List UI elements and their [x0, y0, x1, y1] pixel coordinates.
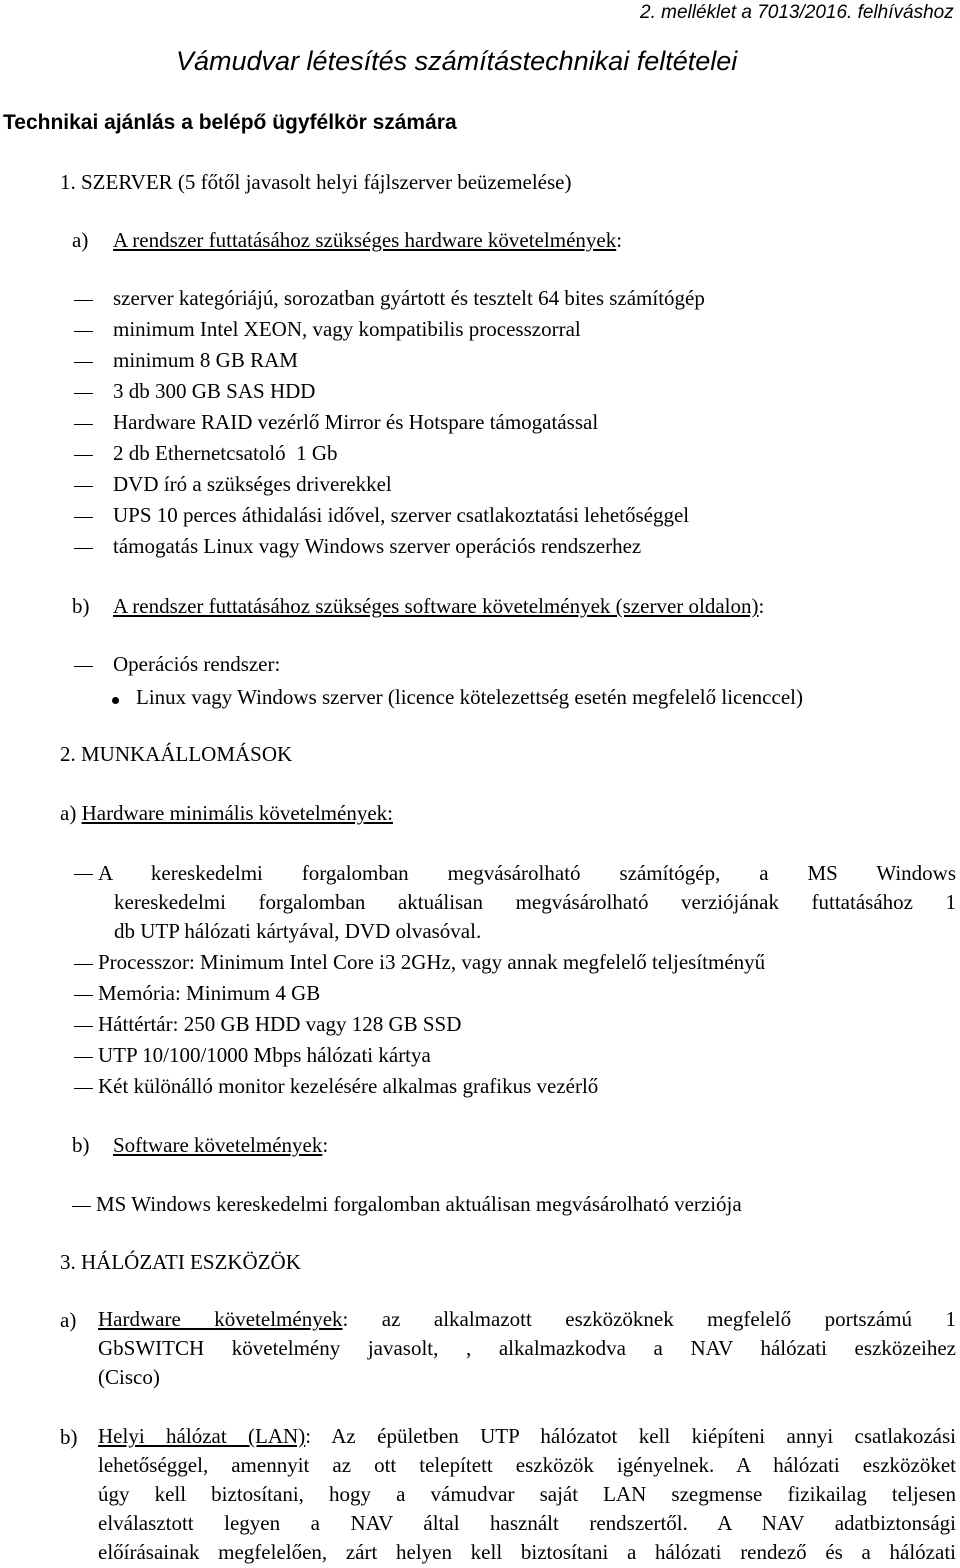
server-sw-colon: : — [758, 594, 765, 618]
section-network-heading: 3. HÁLÓZATI ESZKÖZÖK — [60, 1250, 301, 1274]
dash-icon — [74, 517, 93, 518]
dash-icon — [74, 393, 93, 394]
paragraph-line — [98, 1422, 956, 1451]
ws-sw-marker: b) — [72, 1133, 90, 1157]
net-hw-label: Hardware követelmények — [98, 1307, 343, 1331]
server-sw-label: A rendszer futtatásához szükséges software követelmények (szerver oldalon) — [113, 594, 759, 618]
server-hw-heading — [113, 228, 622, 253]
annex-reference: 2. melléklet a 7013/2016. felhíváshoz — [640, 2, 954, 23]
ws-hw-first-item — [98, 859, 956, 946]
paragraph-line — [98, 1305, 956, 1334]
ws-sw-label: Software követelmények — [113, 1133, 323, 1157]
dash-icon — [74, 1088, 93, 1089]
net-hw-marker: a) — [60, 1308, 77, 1332]
list-item: UPS 10 perces áthidalási idővel, szerver csatlakoztatási lehetőséggel — [113, 503, 690, 527]
list-item: Memória: Minimum 4 GB — [98, 981, 321, 1005]
paragraph-line: (Cisco) — [98, 1365, 160, 1389]
paragraph-line: A kereskedelmi forgalomban megvásárolható számítógép, a MS Windows — [98, 861, 956, 885]
section-server-heading: 1. SZERVER (5 főtől javasolt helyi fájlszerver beüzemelése) — [60, 170, 572, 194]
list-item: Hardware RAID vezérlő Mirror és Hotspare támogatással — [113, 410, 599, 434]
ws-sw-item: MS Windows kereskedelmi forgalomban aktuálisan megvásárolható verziója — [96, 1192, 742, 1216]
ws-sw-heading — [113, 1133, 328, 1158]
server-sw-marker: b) — [72, 594, 90, 618]
document-title: Vámudvar létesítés számítástechnikai feltételei — [176, 46, 738, 76]
net-lan-text: : Az épületben UTP hálózatot kell kiépíteni annyi csatlakozási — [305, 1424, 956, 1448]
dash-icon — [74, 874, 93, 875]
paragraph-line: elválasztott legyen a NAV által használt rendszertől. A NAV adatbiztonsági — [98, 1511, 956, 1535]
bullet-icon — [112, 697, 119, 704]
os-label: Operációs rendszer: — [113, 652, 281, 676]
list-item: minimum 8 GB RAM — [113, 348, 298, 372]
ws-sw-colon: : — [322, 1133, 329, 1157]
section-workstations-heading: 2. MUNKAÁLLOMÁSOK — [60, 742, 293, 766]
document-subtitle: Technikai ajánlás a belépő ügyfélkör számára — [3, 111, 457, 134]
dash-icon — [74, 1057, 93, 1058]
net-lan-paragraph — [98, 1422, 956, 1567]
list-item: Háttértár: 250 GB HDD vagy 128 GB SSD — [98, 1012, 462, 1036]
server-hw-colon: : — [616, 228, 623, 252]
paragraph-line: előírásainak megfelelően, zárt helyen kell biztosítani a hálózati rendező és a hálózati — [98, 1540, 956, 1564]
ws-hw-marker: a) — [60, 801, 77, 825]
dash-icon — [74, 548, 93, 549]
net-lan-marker: b) — [60, 1425, 78, 1449]
net-hw-text: : az alkalmazott eszközöknek megfelelő portszámú 1 — [342, 1307, 956, 1331]
dash-icon — [74, 995, 93, 996]
list-item: Két különálló monitor kezelésére alkalmas grafikus vezérlő — [98, 1074, 599, 1098]
ws-hw-label: Hardware minimális követelmények: — [81, 801, 393, 825]
dash-icon — [74, 331, 93, 332]
list-item: minimum Intel XEON, vagy kompatibilis processzorral — [113, 317, 581, 341]
server-hw-label: A rendszer futtatásához szükséges hardware követelmények — [113, 228, 617, 252]
dash-icon — [74, 424, 93, 425]
dash-icon — [74, 455, 93, 456]
dash-icon — [74, 486, 93, 487]
dash-icon — [74, 362, 93, 363]
dash-icon — [74, 964, 93, 965]
dash-icon — [72, 1206, 91, 1207]
paragraph-line: lehetőséggel, amennyit az ott telepített eszközök igényelnek. A hálózati eszközöket — [98, 1453, 956, 1477]
list-item: szerver kategóriájú, sorozatban gyártott és tesztelt 64 bites számítógép — [113, 286, 705, 310]
server-hw-marker: a) — [72, 228, 89, 252]
net-hw-paragraph — [98, 1305, 956, 1392]
list-item: UTP 10/100/1000 Mbps hálózati kártya — [98, 1043, 431, 1067]
os-item: Linux vagy Windows szerver (licence kötelezettség esetén megfelelő licenccel) — [136, 685, 803, 709]
list-item: DVD író a szükséges driverekkel — [113, 472, 392, 496]
dash-icon — [74, 666, 93, 667]
list-item: Processzor: Minimum Intel Core i3 2GHz, vagy annak megfelelő teljesítményű — [98, 950, 766, 974]
list-item: 3 db 300 GB SAS HDD — [113, 379, 316, 403]
paragraph-line: úgy kell biztosítani, hogy a vámudvar saját LAN szegmense fizikailag teljesen — [98, 1482, 956, 1506]
list-item: 2 db Ethernetcsatoló 1 Gb — [113, 441, 338, 465]
dash-icon — [74, 1026, 93, 1027]
paragraph-line: GbSWITCH követelmény javasolt, , alkalmazkodva a NAV hálózati eszközeihez — [98, 1336, 956, 1360]
list-item: támogatás Linux vagy Windows szerver operációs rendszerhez — [113, 534, 642, 558]
net-lan-label: Helyi hálózat (LAN) — [98, 1424, 306, 1448]
dash-icon — [74, 300, 93, 301]
ws-hw-heading — [60, 801, 393, 826]
paragraph-line: kereskedelmi forgalomban aktuálisan megvásárolható verziójának futtatásához 1 — [114, 890, 956, 914]
server-sw-heading — [113, 594, 764, 619]
paragraph-line: db UTP hálózati kártyával, DVD olvasóval. — [114, 919, 482, 943]
